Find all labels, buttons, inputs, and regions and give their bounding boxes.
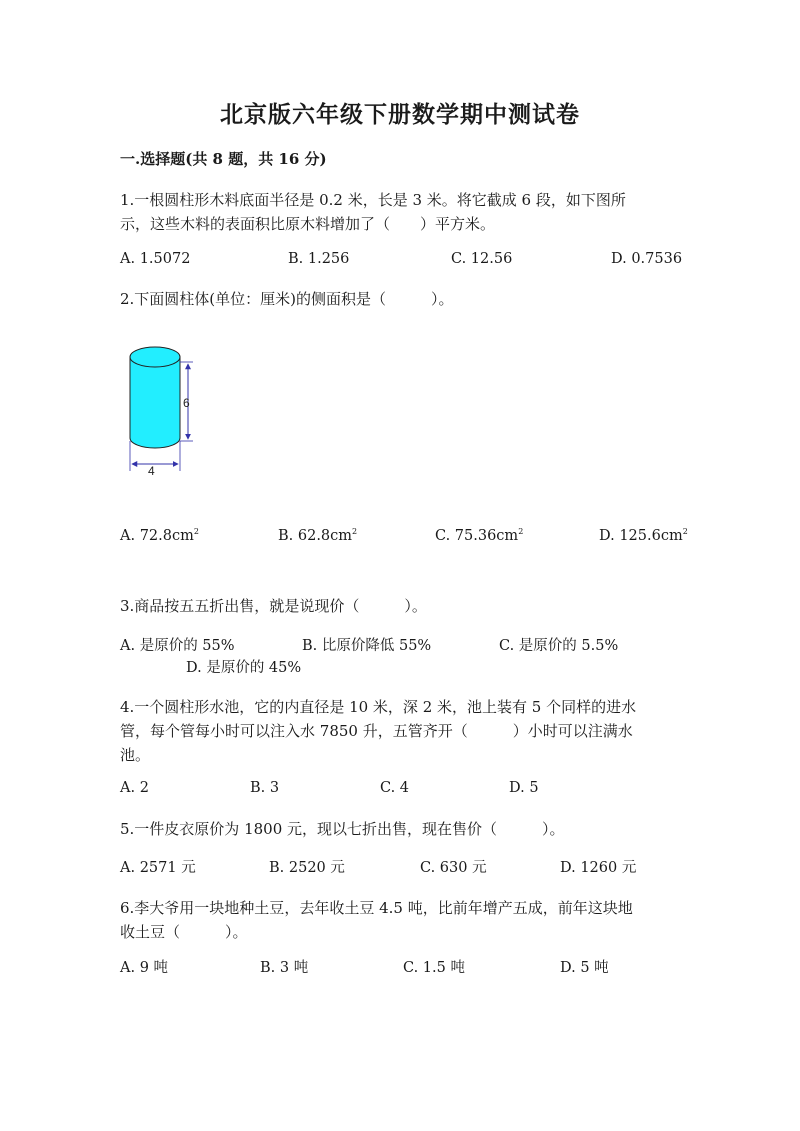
question-line: 2.下面圆柱体(单位：厘米)的侧面积是（ ）。 bbox=[120, 290, 454, 308]
question-line: 5.一件皮衣原价为 1800 元，现以七折出售，现在售价（ ）。 bbox=[120, 820, 565, 838]
question-line: 收土豆（ ）。 bbox=[120, 923, 248, 941]
option-a: A. 1.5072 bbox=[120, 251, 191, 267]
cylinder-top bbox=[130, 347, 180, 367]
height-label: 6 bbox=[183, 396, 190, 410]
question-line: 管，每个管每小时可以注入水 7850 升，五管齐开（ ）小时可以注满水 bbox=[120, 722, 633, 740]
option-d: D. 5 bbox=[509, 780, 539, 796]
question-line: 6.李大爷用一块地种土豆，去年收土豆 4.5 吨，比前年增产五成，前年这块地 bbox=[120, 899, 633, 917]
option-a: A. 2 bbox=[120, 780, 149, 796]
question-line: 示，这些木料的表面积比原木料增加了（ ）平方米。 bbox=[120, 215, 496, 233]
option-a: A. 9 吨 bbox=[120, 960, 169, 976]
option-d: D. 5 吨 bbox=[560, 960, 609, 976]
option-a: A. 是原价的 55% bbox=[120, 638, 235, 654]
option-b: B. 1.256 bbox=[288, 251, 350, 267]
question-line: 3.商品按五五折出售，就是说现价（ ）。 bbox=[120, 597, 427, 615]
option-d: D. 0.7536 bbox=[611, 251, 683, 267]
option-b: B. 2520 元 bbox=[269, 860, 345, 876]
option-c: C. $75.36cm^2$ bbox=[435, 527, 524, 544]
width-label: 4 bbox=[148, 464, 155, 478]
option-d: D. 是原价的 45% bbox=[186, 660, 302, 676]
cylinder-figure bbox=[118, 335, 208, 480]
question-2 bbox=[120, 287, 690, 311]
option-c: C. 12.56 bbox=[451, 251, 513, 267]
question-1 bbox=[120, 188, 690, 236]
cylinder-body bbox=[130, 357, 180, 448]
option-b: B. 3 吨 bbox=[260, 960, 309, 976]
question-3 bbox=[120, 594, 690, 618]
option-b: B. $62.8cm^2$ bbox=[278, 527, 358, 544]
option-c: C. 是原价的 5.5% bbox=[499, 638, 619, 654]
option-d: D. $125.6cm^2$ bbox=[599, 527, 688, 544]
section-heading: 一.选择题(共 8 题，共 16 分) bbox=[120, 150, 327, 168]
question-4 bbox=[120, 695, 690, 767]
option-b: B. 3 bbox=[250, 780, 280, 796]
question-5 bbox=[120, 817, 690, 841]
question-line: 池。 bbox=[120, 746, 151, 764]
option-a: A. 2571 元 bbox=[120, 860, 196, 876]
option-b: B. 比原价降低 55% bbox=[302, 638, 432, 654]
option-a: A. $72.8cm^2$ bbox=[120, 527, 199, 544]
option-c: C. 4 bbox=[380, 780, 410, 796]
option-d: D. 1260 元 bbox=[560, 860, 637, 876]
question-line: 4.一个圆柱形水池，它的内直径是 10 米，深 2 米，池上装有 5 个同样的进水 bbox=[120, 698, 637, 716]
option-c: C. 1.5 吨 bbox=[403, 960, 465, 976]
option-c: C. 630 元 bbox=[420, 860, 487, 876]
question-line: 1.一根圆柱形木料底面半径是 0.2 米，长是 3 米。将它截成 6 段，如下图所 bbox=[120, 191, 626, 209]
question-6 bbox=[120, 896, 690, 944]
page-title: 北京版六年级下册数学期中测试卷 bbox=[220, 101, 580, 128]
